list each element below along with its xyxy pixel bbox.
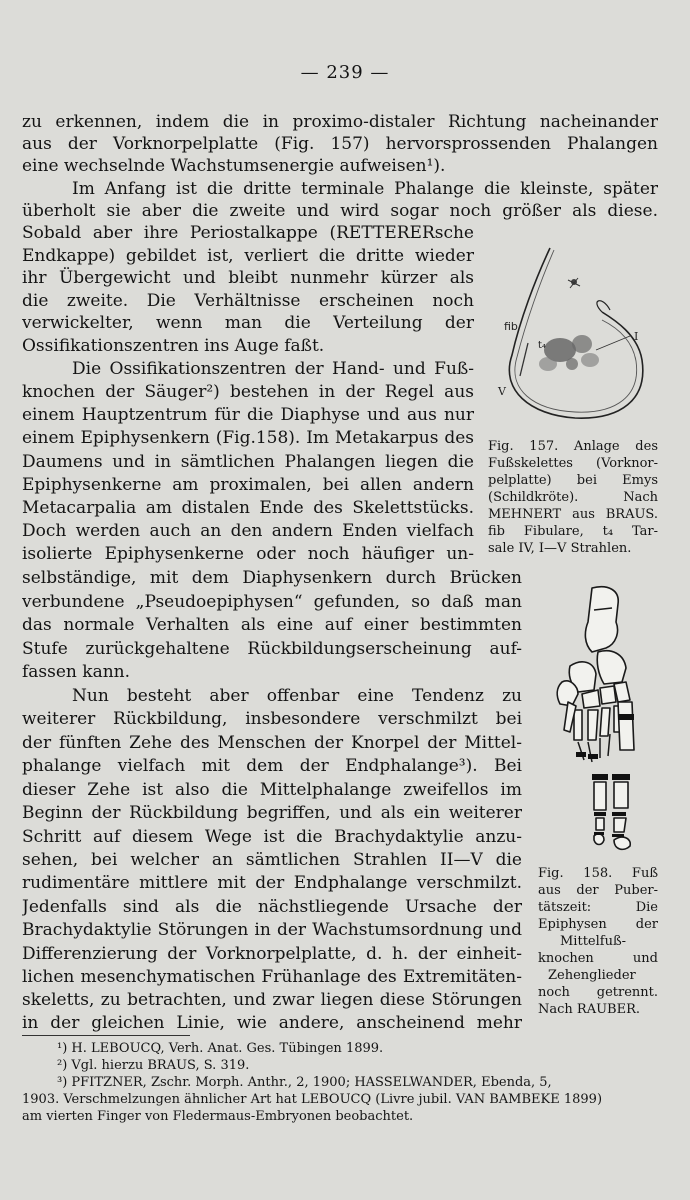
footnote: ¹) H. LEBOUCQ, Verh. Anat. Ges. Tübingen 1899. [57,1041,384,1056]
fig157-illustration [490,240,660,440]
body-line: überholt sie aber die zweite und wird sogar noch größer als diese. [22,201,658,221]
fig157-label-i: I [634,330,639,343]
body-line: Jedenfalls sind als die nächstliegende Ursache der [22,897,522,917]
body-line: ihr Übergewicht und bleibt nunmehr kürzer als [22,268,474,288]
body-line: Endkappe) gebildet ist, verliert die dritte wieder [22,246,474,266]
body-line: zu erkennen, indem die in proximo-distaler Richtung nacheinander [22,112,658,132]
body-line: aus der Vorknorpelplatte (Fig. 157) hervorsprossenden Phalangen [22,134,658,154]
fig158-caption-line: knochen und [538,951,658,966]
body-line: der fünften Zehe des Menschen der Knorpel der Mittel- [22,733,522,753]
fig157-caption-line: fib Fibulare, t₄ Tar- [488,524,658,539]
body-line: Nun besteht aber offenbar eine Tendenz zu [72,686,522,706]
fig158-caption-line: Mittelfuß- [560,934,627,949]
body-line: sehen, bei welcher an sämtlichen Strahlen II—V die [22,850,522,870]
body-line: Daumens und in sämtlichen Phalangen liegen die [22,452,474,472]
fig158-caption-line: aus der Puber- [538,883,658,898]
fig157-caption-line: sale IV, I—V Strahlen. [488,541,632,556]
body-line: verwickelter, wenn man die Verteilung der [22,313,474,333]
footnote: 1903. Verschmelzungen ähnlicher Art hat LEBOUCQ (Livre jubil. VAN BAMBEKE 1899) [22,1092,603,1107]
footnote: am vierten Finger von Fledermaus-Embryonen beobachtet. [22,1109,414,1124]
fig157-label-v: V [498,385,506,398]
body-line: lichen mesenchymatischen Frühanlage des Extremitäten- [22,967,522,987]
body-line: skeletts, zu betrachten, und zwar liegen diese Störungen [22,990,522,1010]
body-line: die zweite. Die Verhältnisse erscheinen noch [22,291,474,311]
body-line: Im Anfang ist die dritte terminale Phalange die kleinste, später [72,179,658,199]
body-line: Beginn der Rückbildung begriffen, und als ein weiterer [22,803,522,823]
footnote-separator [22,1035,190,1036]
body-line: Sobald aber ihre Periostalkappe (RETTERERsche [22,223,474,243]
fig158-caption-line: Epiphysen der [538,917,658,932]
body-line: Schritt auf diesem Wege ist die Brachydaktylie anzu- [22,827,522,847]
body-line: einem Epiphysenkern (Fig.158). Im Metakarpus des [22,428,474,448]
body-line: Stufe zurückgehaltene Rückbildungserscheinung auf- [22,639,522,659]
body-line: einem Hauptzentrum für die Diaphyse und aus nur [22,405,474,425]
body-line: Epiphysenkerne am proximalen, bei allen andern [22,475,474,495]
fig158-caption-line: Fig. 158. Fuß [538,866,658,881]
fig157-caption-line: Fig. 157. Anlage des [488,439,658,454]
body-line: Brachydaktylie Störungen in der Wachstumsordnung und [22,920,522,940]
body-line: Metacarpalia am distalen Ende des Skelettstücks. [22,498,474,518]
footnote: ³) PFITZNER, Zschr. Morph. Anthr., 2, 1900; HASSELWANDER, Ebenda, 5, [57,1075,552,1090]
fig157-caption-line: Fußskelettes (Vorknor- [488,456,658,471]
body-line: selbständige, mit dem Diaphysenkern durch Brücken [22,568,522,588]
body-line: Ossifikationszentren ins Auge faßt. [22,336,325,356]
body-line: fassen kann. [22,662,131,682]
fig157-label-fib: fib [504,320,518,333]
fig157-caption-line: MEHNERT aus BRAUS. [488,507,658,522]
fig158-caption-line: Zehenglieder [548,968,636,983]
fig157-label-t4: t₄ [538,340,546,351]
body-line: das normale Verhalten als eine auf einer bestimmten [22,615,522,635]
body-line: dieser Zehe ist also die Mittelphalange zweifellos im [22,780,522,800]
fig157-caption-line: pelplatte) bei Emys [488,473,658,488]
footnote: ²) Vgl. hierzu BRAUS, S. 319. [57,1058,250,1073]
fig158-illustration [548,582,648,854]
body-line: Differenzierung der Vorknorpelplatte, d. h. der einheit- [22,944,522,964]
fig158-caption-line: tätszeit: Die [538,900,658,915]
body-line: weiterer Rückbildung, insbesondere verschmilzt bei [22,709,522,729]
body-line: Die Ossifikationszentren der Hand- und Fuß- [72,359,474,379]
page-number: — 239 — [300,62,390,83]
body-line: phalange vielfach mit dem der Endphalange³). Bei [22,756,522,776]
body-line: rudimentäre mittlere mit der Endphalange verschmilzt. [22,873,522,893]
body-line: Doch werden auch an den andern Enden vielfach [22,521,474,541]
fig157-caption-line: (Schildkröte). Nach [488,490,658,505]
body-line: knochen der Säuger²) bestehen in der Regel aus [22,382,474,402]
fig158-caption-line: noch getrennt. [538,985,658,1000]
fig158-caption-line: Nach RAUBER. [538,1002,641,1017]
body-line: isolierte Epiphysenkerne oder noch häufiger un- [22,544,474,564]
body-line: in der gleichen Linie, wie andere, anscheinend mehr [22,1013,522,1033]
body-line: eine wechselnde Wachstumsenergie aufweisen¹). [22,156,446,176]
body-line: verbundene „Pseudoepiphysen“ gefunden, so daß man [22,592,522,612]
